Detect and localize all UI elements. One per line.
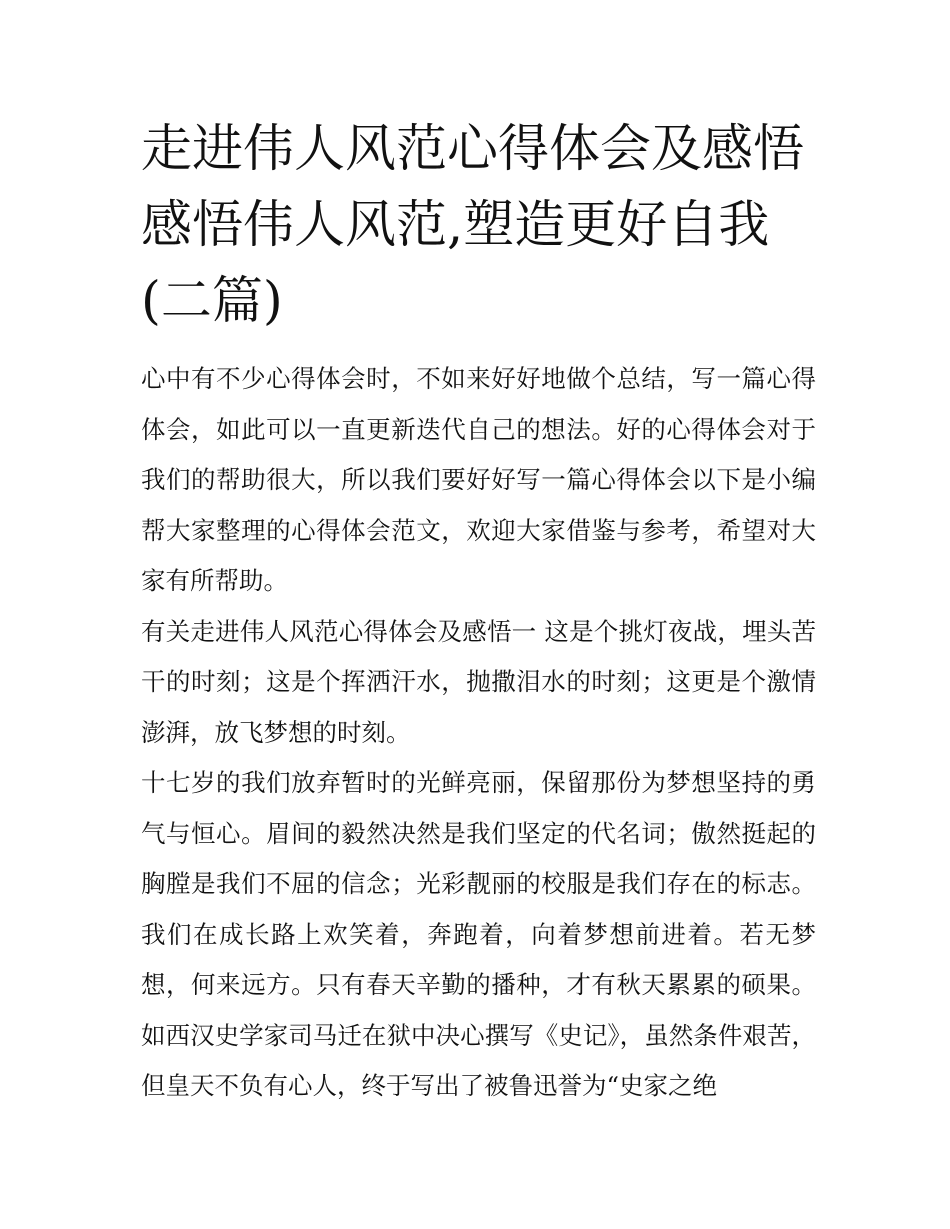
paragraph-intro: 心中有不少心得体会时，不如来好好地做个总结，写一篇心得体会，如此可以一直更新迭代自己的想法。好的心得体会对于我们的帮助很大，所以我们要好好写一篇心得体会以下是小编帮大家整理的心得体会范文，欢迎大家借鉴与参考，希望对大家有所帮助。 bbox=[141, 364, 816, 595]
paragraph-essay-one-opening: 有关走进伟人风范心得体会及感悟一 这是个挑灯夜战，埋头苦干的时刻；这是个挥洒汗水，抛撒泪水的时刻；这更是个激情澎湃，放飞梦想的时刻。 bbox=[141, 616, 816, 747]
document-body bbox=[141, 112, 816, 1112]
document-title: 走进伟人风范心得体会及感悟感悟伟人风范,塑造更好自我(二篇) bbox=[141, 120, 805, 331]
paragraph-essay-one-body: 十七岁的我们放弃暂时的光鲜亮丽，保留那份为梦想坚持的勇气与恒心。眉间的毅然决然是我们坚定的代名词；傲然挺起的胸膛是我们不屈的信念；光彩靓丽的校服是我们存在的标志。我们在成长路上欢笑着，奔跑着，向着梦想前进着。若无梦想，何来远方。只有春天辛勤的播种，才有秋天累累的硕果。如西汉史学家司马迁在狱中决心撰写《史记》，虽然条件艰苦，但皇天不负有心人，终于写出了被鲁迅誉为“史家之绝 bbox=[141, 768, 816, 1100]
